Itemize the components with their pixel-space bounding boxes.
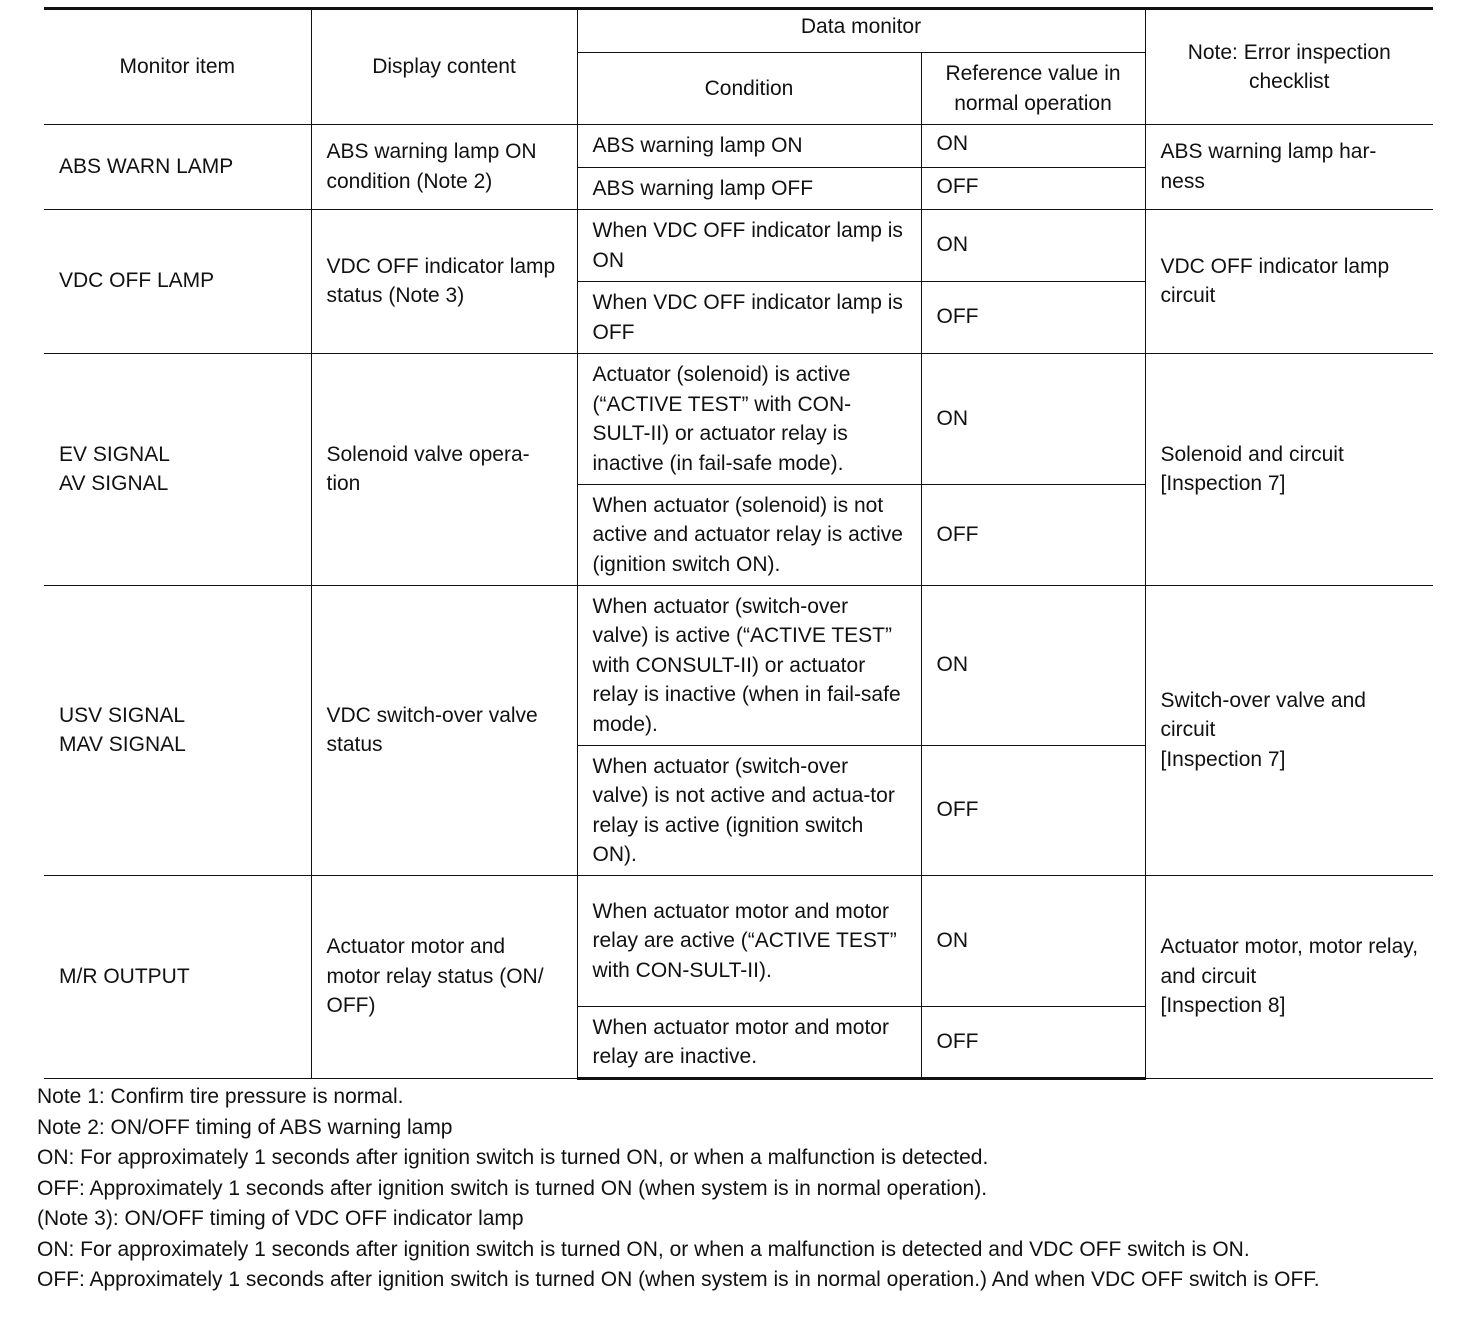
condition-cell: When VDC OFF indicator lamp is ON — [577, 210, 921, 282]
note-line: [Inspection 8] — [1160, 994, 1286, 1018]
monitor-item-line: USV SIGNAL — [59, 703, 186, 727]
condition-cell: When actuator motor and motor relay are inactive. — [577, 1007, 921, 1079]
condition-cell: When VDC OFF indicator lamp is OFF — [577, 282, 921, 354]
table-row — [44, 876, 1433, 1007]
reference-value-cell: OFF — [921, 746, 1145, 876]
footnote-line: ON: For approximately 1 seconds after ignition switch is turned ON, or when a malfunction is detected. — [37, 1146, 989, 1169]
monitor-item-cell — [44, 586, 311, 876]
reference-value-cell: ON — [921, 354, 1145, 485]
reference-value-cell: ON — [921, 210, 1145, 282]
header-data-monitor: Data monitor — [577, 9, 1145, 53]
monitor-item-cell: M/R OUTPUT — [44, 876, 311, 1079]
reference-value-cell: OFF — [921, 168, 1145, 210]
table-row — [44, 586, 1433, 746]
reference-value-cell: OFF — [921, 282, 1145, 354]
table-row — [44, 354, 1433, 485]
footnote-line: Note 1: Confirm tire pressure is normal. — [37, 1085, 404, 1108]
condition-cell: When actuator (switch-over valve) is active (“ACTIVE TEST” with CONSULT-II) or actuator relay is inactive (when in fail-safe mode). — [577, 586, 921, 746]
monitor-item-line: AV SIGNAL — [59, 472, 169, 495]
condition-cell: When actuator (switch-over valve) is not active and actua-tor relay is active (ignition switch ON). — [577, 746, 921, 876]
note-line: Actuator motor, motor relay, and circuit — [1160, 935, 1419, 988]
header-monitor-item: Monitor item — [44, 9, 311, 125]
condition-cell: When actuator motor and motor relay are active (“ACTIVE TEST” with CON-SULT-II). — [577, 876, 921, 1007]
header-condition: Condition — [577, 53, 921, 125]
reference-value-cell: OFF — [921, 485, 1145, 586]
table-row — [44, 125, 1433, 168]
data-monitor-table — [44, 7, 1433, 1080]
display-content-cell: VDC OFF indicator lamp status (Note 3) — [311, 210, 577, 354]
header-reference-value: Reference value in normal operation — [921, 53, 1145, 125]
display-content-cell: VDC switch-over valve status — [311, 586, 577, 876]
monitor-item-line: MAV SIGNAL — [59, 733, 186, 756]
condition-cell: Actuator (solenoid) is active (“ACTIVE TEST” with CON-SULT-II) or actuator relay is inactive (in fail-safe mode). — [577, 354, 921, 485]
note-cell: VDC OFF indicator lamp circuit — [1145, 210, 1433, 354]
monitor-item-cell: VDC OFF LAMP — [44, 210, 311, 354]
footnote-line: (Note 3): ON/OFF timing of VDC OFF indicator lamp — [37, 1207, 524, 1230]
reference-value-cell: ON — [921, 876, 1145, 1007]
note-cell — [1145, 876, 1433, 1079]
note-cell: ABS warning lamp har-ness — [1145, 125, 1433, 210]
note-line: [Inspection 7] — [1160, 472, 1286, 495]
reference-value-cell: ON — [921, 125, 1145, 168]
note-cell — [1145, 354, 1433, 586]
footnote-line: OFF: Approximately 1 seconds after ignition switch is turned ON (when system is in normal operation.) And when VDC OFF switch is OFF. — [37, 1268, 1320, 1291]
display-content-cell: Solenoid valve opera-tion — [311, 354, 577, 586]
display-content-cell: Actuator motor and motor relay status (ON/ OFF) — [311, 876, 577, 1079]
condition-cell: ABS warning lamp ON — [577, 125, 921, 168]
footnotes — [37, 1082, 1457, 1296]
monitor-item-cell — [44, 354, 311, 586]
monitor-item-line: EV SIGNAL — [59, 442, 170, 466]
note-cell — [1145, 586, 1433, 876]
condition-cell: ABS warning lamp OFF — [577, 168, 921, 210]
reference-value-cell: OFF — [921, 1007, 1145, 1079]
reference-value-cell: ON — [921, 586, 1145, 746]
footnote-line: ON: For approximately 1 seconds after ignition switch is turned ON, or when a malfunction is detected and VDC OFF switch is ON. — [37, 1237, 1250, 1261]
monitor-item-cell: ABS WARN LAMP — [44, 125, 311, 210]
header-note: Note: Error inspection checklist — [1145, 9, 1433, 125]
condition-cell: When actuator (solenoid) is not active and actuator relay is active (ignition switch ON). — [577, 485, 921, 586]
footnote-line: Note 2: ON/OFF timing of ABS warning lamp — [37, 1115, 453, 1139]
display-content-cell: ABS warning lamp ON condition (Note 2) — [311, 125, 577, 210]
note-line: Switch-over valve and circuit — [1160, 688, 1366, 742]
footnote-line: OFF: Approximately 1 seconds after ignition switch is turned ON (when system is in normal operation). — [37, 1176, 988, 1200]
table-row — [44, 210, 1433, 282]
header-display-content: Display content — [311, 9, 577, 125]
note-line: [Inspection 7] — [1160, 747, 1286, 771]
note-line: Solenoid and circuit — [1160, 442, 1344, 466]
